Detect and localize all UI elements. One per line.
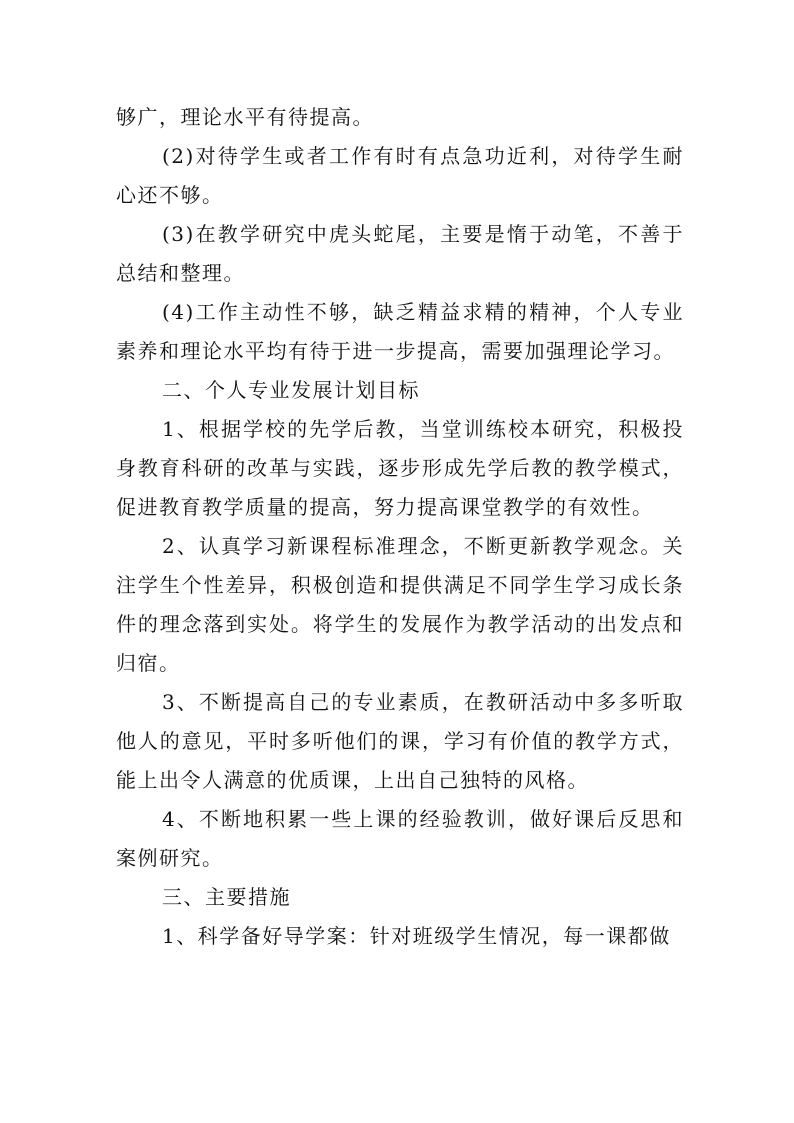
paragraph-goal-2: 2、认真学习新课程标准理念，不断更新教学观念。关注学生个性差异，积极创造和提供满足不同学生学习成长条件的理念落到实处。将学生的发展作为教学活动的出发点和归宿。 [116, 534, 684, 675]
section-heading-goals: 二、个人专业发展计划目标 [162, 378, 420, 402]
paragraph-measure-1: 1、科学备好导学案：针对班级学生情况，每一课都做 [162, 924, 671, 948]
paragraph-item-4: (4)工作主动性不够，缺乏精益求精的精神，个人专业素养和理论水平均有待于进一步提高，需要加强理论学习。 [116, 300, 684, 363]
paragraph-continuation: 够广，理论水平有待提高。 [116, 105, 374, 129]
paragraph-goal-1: 1、根据学校的先学后教，当堂训练校本研究，积极投身教育科研的改革与实践，逐步形成先学后教的教学模式，促进教育教学质量的提高，努力提高课堂教学的有效性。 [116, 417, 684, 519]
paragraph-item-3: (3)在教学研究中虎头蛇尾，主要是惰于动笔，不善于总结和整理。 [116, 222, 684, 285]
paragraph-goal-4: 4、不断地积累一些上课的经验教训，做好课后反思和案例研究。 [116, 807, 684, 870]
document-body [116, 98, 684, 956]
paragraph-item-2: (2)对待学生或者工作有时有点急功近利，对待学生耐心还不够。 [116, 144, 684, 207]
section-heading-measures: 三、主要措施 [162, 885, 291, 909]
paragraph-goal-3: 3、不断提高自己的专业素质，在教研活动中多多听取他人的意见，平时多听他们的课，学习有价值的教学方式，能上出令人满意的优质课，上出自己独特的风格。 [116, 690, 684, 792]
